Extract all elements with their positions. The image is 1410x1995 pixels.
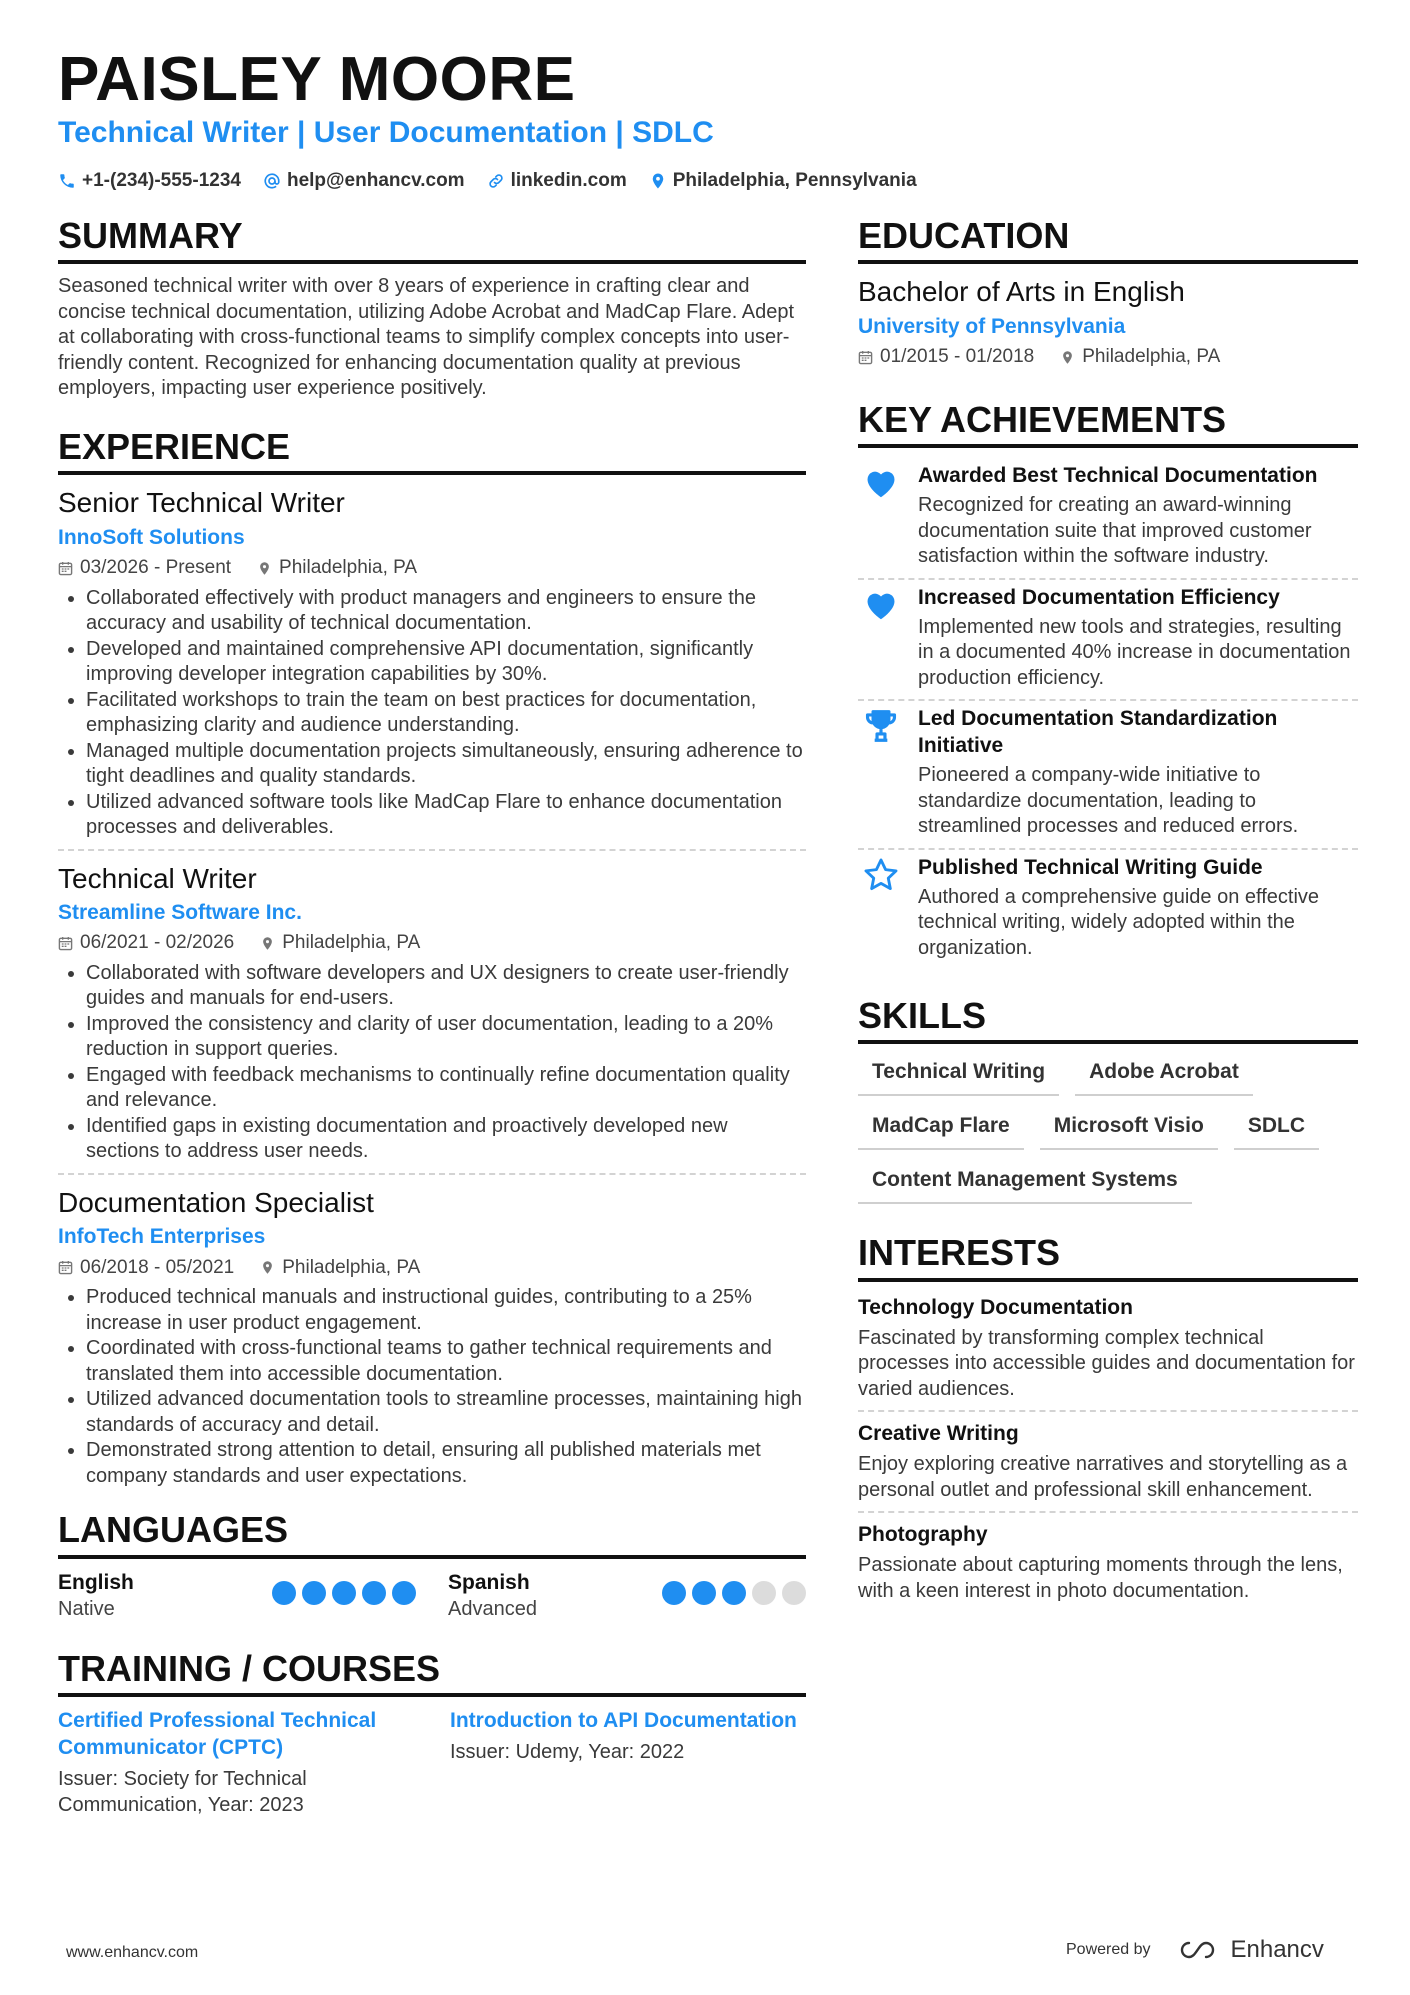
- experience-title: EXPERIENCE: [58, 426, 806, 475]
- language-level: Native: [58, 1597, 115, 1620]
- job-bullets: [58, 961, 806, 1165]
- interest-title: Creative Writing: [858, 1422, 1019, 1446]
- link-icon: [487, 172, 505, 190]
- languages-section: [58, 1509, 806, 1622]
- rating-dot-filled: [302, 1581, 326, 1605]
- experience-section: [58, 426, 806, 1497]
- achievements-title: KEY ACHIEVEMENTS: [858, 399, 1358, 448]
- job-location: Philadelphia, PA: [282, 1256, 421, 1278]
- interest-title: Technology Documentation: [858, 1295, 1133, 1319]
- heart-icon: [862, 586, 900, 624]
- job-location: Philadelphia, PA: [282, 932, 421, 954]
- at-icon: [263, 172, 281, 190]
- company-name: Streamline Software Inc.: [58, 900, 302, 924]
- job-dates: 06/2021 - 02/2026: [80, 932, 235, 954]
- skills-list: [858, 1054, 1358, 1204]
- job-title: Senior Technical Writer: [58, 487, 345, 519]
- interest-item: [858, 1519, 1358, 1612]
- brand-logo[interactable]: [1177, 1936, 1324, 1964]
- interest-desc: Enjoy exploring creative narratives and storytelling as a personal outlet and professional skill enhancement.: [858, 1453, 1348, 1501]
- trophy-icon: [862, 707, 900, 745]
- contact-email[interactable]: [263, 170, 465, 192]
- language-name: Spanish: [448, 1570, 530, 1594]
- bullet-item: • Identified gaps in existing documentation and proactively developed new sections to address user needs.: [86, 1114, 806, 1165]
- phone-text: +1-(234)-555-1234: [82, 170, 241, 191]
- calendar-icon: [58, 561, 73, 576]
- achievement-item: [858, 580, 1358, 702]
- languages-title: LANGUAGES: [58, 1509, 806, 1558]
- job-entry: [58, 861, 806, 1175]
- rating-dot-empty: [752, 1581, 776, 1605]
- location-pin-icon: [649, 172, 667, 190]
- summary-title: SUMMARY: [58, 215, 806, 264]
- job-bullets: [58, 1285, 806, 1489]
- rating-dot-filled: [362, 1581, 386, 1605]
- powered-by-label: Powered by: [1066, 1941, 1151, 1958]
- calendar-icon: [858, 350, 873, 365]
- headline: Technical Writer | User Documentation | SDLC: [58, 116, 714, 149]
- rating-dot-filled: [662, 1581, 686, 1605]
- skills-title: SKILLS: [858, 995, 1358, 1044]
- interest-desc: Fascinated by transforming complex technical processes into accessible guides and documentation for varied audiences.: [858, 1326, 1355, 1400]
- email-text: help@enhancv.com: [286, 170, 465, 191]
- heart-icon: [862, 464, 900, 502]
- job-title: Documentation Specialist: [58, 1186, 374, 1218]
- summary-text: Seasoned technical writer with over 8 years of experience in crafting clear and concise technical documentation, utilizing Adobe Acrobat and MadCap Flare. Adept at collaborating with cross-functional teams to simplify complex concepts into user-friendly content. Recognized for enhancing documentation quality at previous employers, impacting user experience positively.: [58, 275, 795, 400]
- left-column: [58, 215, 806, 1818]
- job-entry: [58, 1185, 806, 1497]
- language-item: [448, 1569, 806, 1622]
- bullet-item: • Coordinated with cross-functional teams to gather technical requirements and translated them into accessible documentation.: [86, 1336, 806, 1387]
- linkedin-text: linkedin.com: [510, 170, 627, 191]
- achievement-title: Awarded Best Technical Documentation: [918, 464, 1318, 488]
- right-column: [858, 215, 1358, 1618]
- skill-tag: Microsoft Visio: [1040, 1108, 1218, 1150]
- summary-section: [58, 215, 806, 402]
- bullet-item: • Developed and maintained comprehensive API documentation, significantly improving developer integration capabilities by 30%.: [86, 637, 806, 688]
- rating-dot-filled: [722, 1581, 746, 1605]
- skills-section: [858, 995, 1358, 1204]
- language-item: [58, 1569, 416, 1622]
- job-dates: 03/2026 - Present: [80, 557, 232, 579]
- job-bullets: [58, 586, 806, 841]
- job-entry: [58, 485, 806, 850]
- bullet-item: • Improved the consistency and clarity of user documentation, leading to a 20% reduction in support queries.: [86, 1012, 806, 1063]
- bullet-item: • Managed multiple documentation projects simultaneously, ensuring adherence to tight deadlines and quality standards.: [86, 739, 806, 790]
- achievement-desc: Authored a comprehensive guide on effective technical writing, widely adopted within the organization.: [918, 885, 1320, 959]
- language-level: Advanced: [448, 1597, 537, 1620]
- bullet-item: • Utilized advanced software tools like MadCap Flare to enhance documentation processes and deliverables.: [86, 790, 806, 841]
- interest-item: [858, 1292, 1358, 1413]
- calendar-icon: [58, 936, 73, 951]
- location-pin-icon: [260, 1260, 275, 1275]
- achievement-title: Led Documentation Standardization Initiative: [918, 707, 1278, 758]
- training-title: TRAINING / COURSES: [58, 1648, 806, 1697]
- education-location: Philadelphia, PA: [1082, 346, 1221, 368]
- achievement-desc: Recognized for creating an award-winning documentation suite that improved customer satisfaction within the software industry.: [918, 494, 1312, 568]
- job-meta: [58, 553, 806, 583]
- bullet-item: • Engaged with feedback mechanisms to continually refine documentation quality and relevance.: [86, 1063, 806, 1114]
- achievement-item: [858, 458, 1358, 580]
- bullet-item: • Facilitated workshops to train the team on best practices for documentation, emphasizing clarity and audience understanding.: [86, 688, 806, 739]
- rating-dot-filled: [332, 1581, 356, 1605]
- rating-dot-filled: [272, 1581, 296, 1605]
- contact-linkedin[interactable]: [487, 170, 627, 192]
- company-name: InfoTech Enterprises: [58, 1225, 266, 1249]
- job-meta: [58, 1253, 806, 1283]
- contact-location: [649, 170, 917, 192]
- course-item: [58, 1707, 414, 1818]
- language-rating: [662, 1581, 806, 1605]
- bullet-item: • Demonstrated strong attention to detail, ensuring all published materials met company standards and user expectations.: [86, 1438, 806, 1489]
- job-meta: [58, 928, 806, 958]
- candidate-name: PAISLEY MOORE: [58, 45, 576, 114]
- achievement-title: Published Technical Writing Guide: [918, 855, 1263, 879]
- rating-dot-empty: [782, 1581, 806, 1605]
- training-section: [58, 1648, 806, 1818]
- bullet-item: • Collaborated effectively with product managers and engineers to ensure the accuracy and usability of technical documentation.: [86, 586, 806, 637]
- location-pin-icon: [1060, 350, 1075, 365]
- achievements-section: [858, 399, 1358, 969]
- location-text: Philadelphia, Pennsylvania: [672, 170, 917, 191]
- language-name: English: [58, 1570, 134, 1594]
- job-location: Philadelphia, PA: [279, 557, 418, 579]
- enhancv-logo-icon: [1177, 1938, 1223, 1962]
- phone-icon: [58, 172, 76, 190]
- interest-title: Photography: [858, 1523, 988, 1547]
- interest-desc: Passionate about capturing moments through the lens, with a keen interest in photo documentation.: [858, 1554, 1343, 1602]
- interests-section: [858, 1232, 1358, 1612]
- rating-dot-filled: [692, 1581, 716, 1605]
- interest-item: [858, 1418, 1358, 1513]
- education-title: EDUCATION: [858, 215, 1358, 264]
- achievement-desc: Implemented new tools and strategies, resulting in a documented 40% increase in documentation production efficiency.: [918, 615, 1351, 689]
- footer-branding: [1066, 1936, 1324, 1964]
- contact-bar: [58, 170, 917, 192]
- job-dates: 06/2018 - 05/2021: [80, 1256, 235, 1278]
- course-title: Certified Professional Technical Communicator (CPTC): [58, 1709, 377, 1760]
- job-title: Technical Writer: [58, 862, 257, 894]
- rating-dot-filled: [392, 1581, 416, 1605]
- school-name: University of Pennsylvania: [858, 314, 1126, 338]
- skill-tag: SDLC: [1234, 1108, 1319, 1150]
- education-section: [858, 215, 1358, 373]
- star-icon: [862, 856, 900, 894]
- contact-phone[interactable]: [58, 170, 241, 192]
- location-pin-icon: [257, 561, 272, 576]
- course-title: Introduction to API Documentation: [450, 1709, 797, 1733]
- course-issuer: Issuer: Udemy, Year: 2022: [450, 1741, 685, 1764]
- course-issuer: Issuer: Society for Technical Communication, Year: 2023: [58, 1768, 307, 1816]
- training-list: [58, 1707, 806, 1818]
- achievement-item: [858, 850, 1358, 970]
- footer-website[interactable]: www.enhancv.com: [66, 1944, 199, 1961]
- achievement-title: Increased Documentation Efficiency: [918, 585, 1280, 609]
- bullet-item: • Collaborated with software developers and UX designers to create user-friendly guides and manuals for end-users.: [86, 961, 806, 1012]
- location-pin-icon: [260, 936, 275, 951]
- bullet-item: • Utilized advanced documentation tools to streamline processes, maintaining high standards of accuracy and detail.: [86, 1387, 806, 1438]
- language-rating: [272, 1581, 416, 1605]
- languages-list: [58, 1569, 806, 1622]
- education-meta: [858, 342, 1358, 372]
- skill-tag: Adobe Acrobat: [1075, 1054, 1253, 1096]
- achievement-item: [858, 701, 1358, 850]
- achievement-desc: Pioneered a company-wide initiative to standardize documentation, leading to streamlined processes and reduced errors.: [918, 764, 1299, 838]
- company-name: InnoSoft Solutions: [58, 525, 245, 549]
- education-dates: 01/2015 - 01/2018: [880, 346, 1035, 368]
- skill-tag: Content Management Systems: [858, 1162, 1192, 1204]
- calendar-icon: [58, 1260, 73, 1275]
- bullet-item: • Produced technical manuals and instructional guides, contributing to a 25% increase in user product engagement.: [86, 1285, 806, 1336]
- skill-tag: Technical Writing: [858, 1054, 1059, 1096]
- interests-title: INTERESTS: [858, 1232, 1358, 1281]
- course-item: [450, 1707, 806, 1818]
- skill-tag: MadCap Flare: [858, 1108, 1024, 1150]
- degree-title: Bachelor of Arts in English: [858, 276, 1185, 308]
- brand-name: Enhancv: [1230, 1936, 1324, 1963]
